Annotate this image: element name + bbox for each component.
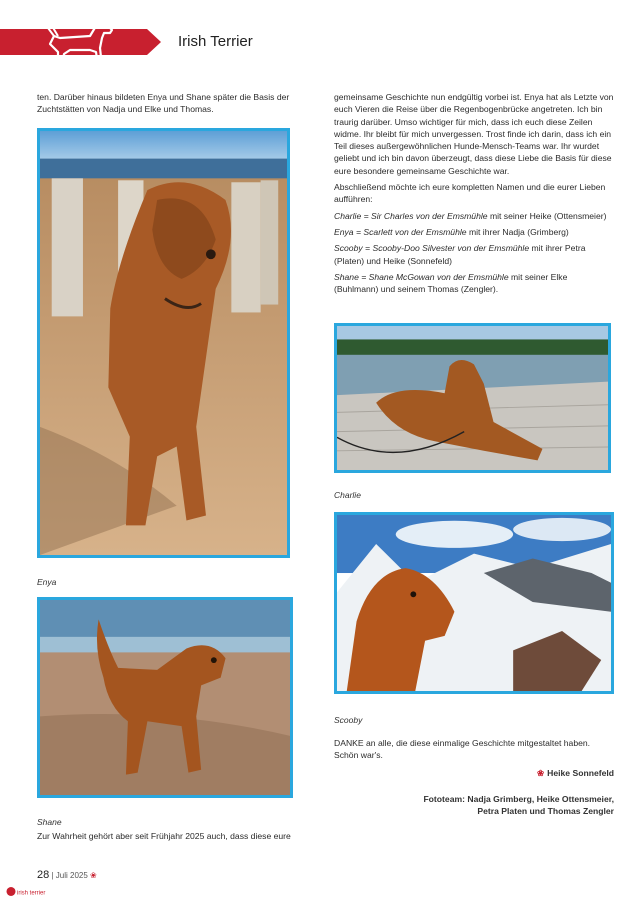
name-entry-shane <box>334 271 614 296</box>
svg-text:irish terrier: irish terrier <box>17 890 46 897</box>
name-owners-shane: mit seiner Elke (Buhlmann) und seinem Thomas (Zengler). <box>334 271 568 295</box>
main-text <box>334 91 614 299</box>
caption-enya: Enya <box>37 577 57 587</box>
paw-icon: ❀ <box>536 768 545 778</box>
page-number: 28 <box>37 869 50 881</box>
name-dog-scooby: Scooby = Scooby-Doo Silvester von der Emsmühle <box>334 243 530 254</box>
author-name: Heike Sonnefeld <box>547 768 614 778</box>
issue-date: | Juli 2025 <box>51 871 88 880</box>
name-entry-scooby <box>334 242 614 267</box>
photo-shane <box>37 597 293 798</box>
thanks-text: DANKE an alle, die diese einmalige Geschichte mitgestaltet haben. Schön war's. <box>334 738 591 761</box>
photo-credits-line-2: Petra Platen und Thomas Zengler <box>477 806 614 817</box>
caption-shane: Shane <box>37 817 62 827</box>
magazine-logo <box>6 884 50 895</box>
name-dog-enya: Enya = Scarlett von der Emsmühle <box>334 226 467 237</box>
name-owners-scooby: mit ihrer Petra (Platen) und Heike (Sonnefeld) <box>334 243 586 266</box>
page-footer <box>37 869 97 881</box>
header-band-arrow <box>147 29 161 55</box>
photo-enya <box>37 128 290 558</box>
photo-charlie <box>334 323 611 473</box>
page-header-title: Irish Terrier <box>178 33 253 50</box>
name-entry-charlie <box>334 210 614 222</box>
name-dog-charlie: Charlie = Sir Charles von der Emsmühle <box>334 210 488 221</box>
terrier-silhouette-icon <box>40 14 116 72</box>
intro-text <box>37 91 319 120</box>
paragraph-2: Abschließend möchte ich eure kompletten Namen und die eurer Lieben aufführen: <box>334 182 606 205</box>
author <box>470 768 614 779</box>
photo-credits <box>380 793 614 818</box>
caption-scooby: Scooby <box>334 715 363 725</box>
photo-credits-line-1: Fototeam: Nadja Grimberg, Heike Ottensmeier, <box>423 794 614 804</box>
intro-paragraph: ten. Darüber hinaus bildeten Enya und Shane später die Basis der Zuchtstätten von Nadja und Elke und Thomas. <box>37 92 290 115</box>
bottom-text: Zur Wahrheit gehört aber seit Frühjahr 2025 auch, dass diese eure <box>37 831 291 841</box>
name-owners-charlie: mit seiner Heike (Ottensmeier) <box>487 210 607 221</box>
name-owners-enya: mit ihrer Nadja (Grimberg) <box>466 226 569 237</box>
photo-scooby <box>334 512 614 694</box>
name-dog-shane: Shane = Shane McGowan von der Emsmühle <box>334 271 509 282</box>
paw-icon: ❀ <box>90 871 97 880</box>
name-entry-enya <box>334 226 614 238</box>
paragraph-1: gemeinsame Geschichte nun endgültig vorbei ist. Enya hat als Letzte von euch Vieren die Reise über die Regenbogenbrücke angetreten. Ich bin traurig darüber. Umso wichtiger für mich, dass ich euch diese Zeilen widme. Ihr bleibt für mich unvergessen. Trost finde ich darin, dass ich ein Teil dieses außergewöhnlichen Hunde-Mensch-Teams war. Ihr wurdet geliebt und ich bin davon überzeugt, dass diese Liebe die Basis für diese eure besondere gemeinsame Geschichte war. <box>334 92 614 176</box>
caption-charlie: Charlie <box>334 490 361 500</box>
